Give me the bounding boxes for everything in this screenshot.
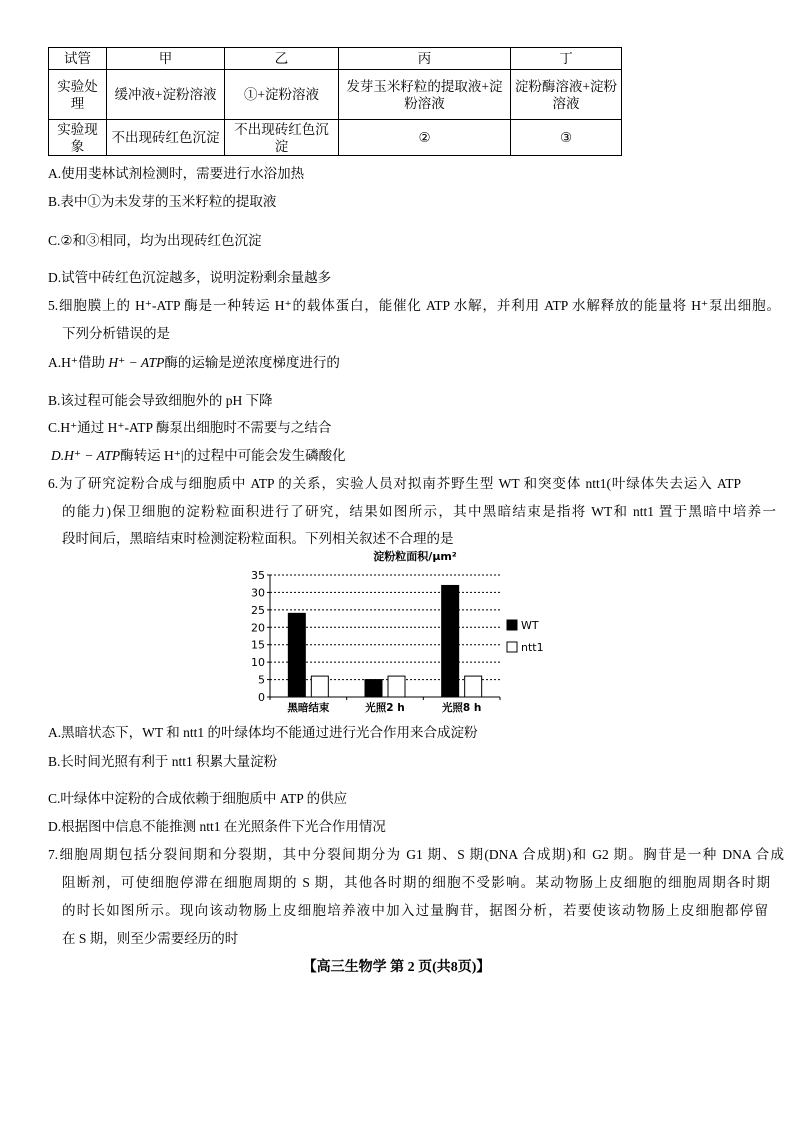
y-tick-label: 5: [258, 673, 265, 687]
q7-stem-line: 7.细胞周期包括分裂间期和分裂期，其中分裂间期分为 G1 期、S 期(DNA 合成期)和 G2 期。胸苷是一种 DNA 合成: [48, 847, 784, 862]
table-cell-text: ③: [559, 130, 573, 145]
table-row-label: [49, 70, 107, 120]
table-cell: [225, 70, 339, 120]
table-cell: [339, 70, 511, 120]
ntt1-bar: [388, 676, 405, 697]
x-category-label: 黑暗结束: [287, 702, 330, 714]
q5-option-b: B.该过程可能会导致细胞外的 pH 下降: [48, 393, 273, 408]
table-cell-text: ②: [418, 130, 431, 145]
wt-bar: [365, 680, 382, 697]
q7-stem-line: 的时长如图所示。现向该动物肠上皮细胞培养液中加入过量胸苷，据图分析，若要使该动物肠上皮细胞都停留: [62, 903, 768, 918]
q5-option-a-lead: A.H⁺借助: [48, 355, 109, 370]
table-header-cell: 甲: [107, 48, 225, 70]
q5-stem-line: 下列分析错误的是: [62, 326, 170, 341]
y-tick-label: 20: [251, 621, 265, 635]
table-header-row: [49, 48, 622, 70]
q6-option-a: A.黑暗状态下，WT 和 ntt1 的叶绿体均不能通过进行光合作用来合成淀粉: [48, 725, 478, 740]
q6-option-d: D.根据图中信息不能推测 ntt1 在光照条件下光合作用情况: [48, 819, 386, 834]
x-category-label: 光照2 h: [365, 702, 405, 714]
q7-stem-line: 阻断剂，可使细胞停滞在细胞周期的 S 期，其他各时期的细胞不受影响。某动物肠上皮细胞的细胞周期各时期: [62, 875, 770, 890]
q6-stem-line: 的能力)保卫细胞的淀粉粒面积进行了研究，结果如图所示，其中黑暗结束是指将 WT和 ntt1 置于黑暗中培养一: [62, 504, 776, 519]
q6-stem-line: 段时间后，黑暗结束时检测淀粉粒面积。下列相关叙述不合理的是: [62, 531, 454, 546]
table-row: [49, 120, 622, 156]
table-cell: [339, 120, 511, 156]
y-tick-label: 30: [251, 586, 265, 600]
table-cell-text: 发芽玉米籽粒的提取液+淀粉溶液: [346, 78, 503, 111]
table-cell: [511, 70, 622, 120]
table-row: [49, 70, 622, 120]
q6-option-c: C.叶绿体中淀粉的合成依赖于细胞质中 ATP 的供应: [48, 791, 348, 806]
table-cell-text: 不出现砖红色沉淀: [234, 121, 329, 154]
table-cell: [107, 120, 225, 156]
table-cell-text: 实验现象: [57, 121, 98, 154]
q4-option-d: D.试管中砖红色沉淀越多，说明淀粉剩余量越多: [48, 270, 332, 285]
table-cell-text: 实验处理: [57, 78, 98, 111]
table-cell-text: 淀粉酶溶液+淀粉溶液: [514, 78, 618, 111]
q6-option-b: B.长时间光照有利于 ntt1 积累大量淀粉: [48, 754, 278, 769]
table-row-label: [49, 120, 107, 156]
chart-title: 淀粉粒面积/μm²: [373, 550, 457, 563]
q4-option-a: A.使用斐林试剂检测时，需要进行水浴加热: [48, 166, 305, 181]
q5-option-d-tail: 酶转运 H⁺|的过程中可能会发生磷酸化: [120, 448, 346, 463]
legend-swatch-ntt1: [507, 642, 517, 652]
wt-bar: [442, 585, 459, 697]
table-header-cell: 乙: [225, 48, 339, 70]
legend-label-ntt1: ntt1: [521, 641, 544, 654]
table-header-cell: 丁: [511, 48, 622, 70]
table-cell-text: 缓冲液+淀粉溶液: [114, 87, 217, 102]
q5-option-d-formula: D.H⁺ − ATP: [51, 448, 121, 463]
q5-option-a-formula: H⁺ − ATP: [108, 355, 165, 370]
table-cell: [107, 70, 225, 120]
table-cell: [511, 120, 622, 156]
table-header-cell: 丙: [339, 48, 511, 70]
ntt1-bar: [311, 676, 328, 697]
table-cell-text: 不出现砖红色沉淀: [111, 130, 220, 145]
table-cell-text: ①+淀粉溶液: [243, 87, 320, 102]
y-tick-label: 0: [258, 691, 265, 704]
x-category-label: 光照8 h: [441, 702, 482, 714]
experiment-table: [48, 47, 622, 156]
q5-option-c: C.H⁺通过 H⁺-ATP 酶泵出细胞时不需要与之结合: [48, 420, 332, 435]
y-tick-label: 25: [251, 603, 265, 617]
starch-granule-area-chart: [240, 546, 560, 714]
q5-option-a: [48, 353, 340, 373]
y-tick-label: 15: [251, 638, 265, 652]
table-header-cell: 试管: [49, 48, 107, 70]
legend-label-wt: WT: [521, 619, 539, 632]
q4-option-b: B.表中①为未发芽的玉米籽粒的提取液: [48, 194, 277, 209]
wt-bar: [288, 613, 305, 697]
q6-stem-line: 6.为了研究淀粉合成与细胞质中 ATP 的关系，实验人员对拟南芥野生型 WT 和突变体 ntt1(叶绿体失去运入 ATP: [48, 476, 741, 491]
q5-option-a-tail: 酶的运输是逆浓度梯度进行的: [164, 355, 340, 370]
q7-stem-line: 在 S 期，则至少需要经历的时: [62, 931, 239, 946]
legend-swatch-wt: [507, 620, 517, 630]
q4-option-c: C.②和③相同，均为出现砖红色沉淀: [48, 233, 262, 248]
y-tick-label: 35: [251, 569, 265, 582]
table-cell: [225, 120, 339, 156]
y-tick-label: 10: [251, 656, 265, 670]
ntt1-bar: [465, 676, 482, 697]
q5-stem-line: 5.细胞膜上的 H⁺-ATP 酶是一种转运 H⁺的载体蛋白，能催化 ATP 水解，并利用 ATP 水解释放的能量将 H⁺泵出细胞。: [48, 298, 780, 313]
q5-option-d: [51, 446, 346, 466]
page-footer: 【高三生物学 第 2 页(共8页)】: [302, 960, 491, 975]
